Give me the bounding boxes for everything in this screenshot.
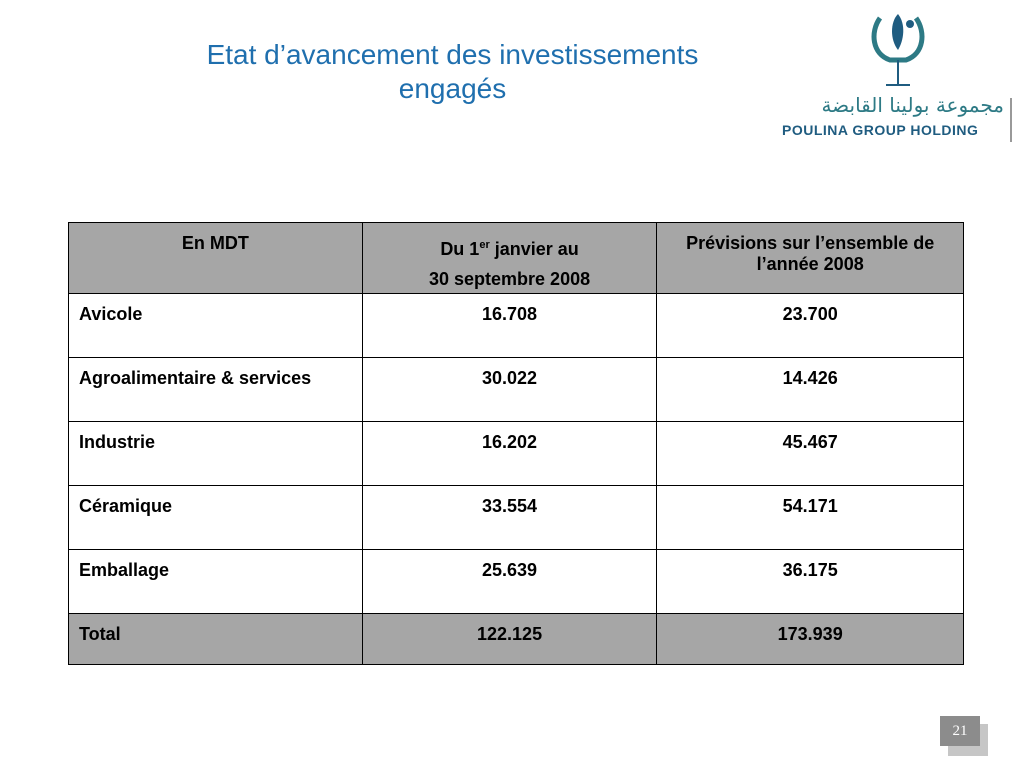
table-row [69,294,964,358]
row-label: Avicole [69,294,363,358]
table-row [69,422,964,486]
investments-table [68,222,964,665]
row-forecast: 23.700 [657,294,964,358]
header-period-prefix: Du 1 [440,239,480,259]
row-label: Industrie [69,422,363,486]
page-number-badge [940,716,978,748]
table-header-row [69,223,964,294]
emblem-icon [868,10,928,90]
total-actual: 122.125 [362,614,657,665]
logo-latin-text: POULINA GROUP HOLDING [782,122,979,138]
row-forecast: 36.175 [657,550,964,614]
logo-divider [1010,98,1012,142]
header-period-sup: er [479,239,490,251]
header-en-mdt-label: En MDT [181,233,249,253]
slide-title-line1: Etat d’avancement des investissements [206,39,699,70]
row-label: Emballage [69,550,363,614]
company-logo [778,10,1014,138]
row-actual: 16.202 [362,422,657,486]
row-forecast: 54.171 [657,486,964,550]
row-forecast: 14.426 [657,358,964,422]
row-actual: 33.554 [362,486,657,550]
row-label: Céramique [69,486,363,550]
header-en-mdt [69,223,363,294]
logo-arabic-text: مجموعة بولينا القابضة [821,93,1004,117]
header-period-suffix: janvier au [489,239,579,259]
slide-title [130,38,775,106]
row-actual: 25.639 [362,550,657,614]
page-number: 21 [940,716,980,746]
row-forecast: 45.467 [657,422,964,486]
table-row [69,550,964,614]
total-label: Total [69,614,363,665]
header-forecast-label: Prévisions sur l’ensemble de l’année 2008 [686,233,935,274]
table-total-row [69,614,964,665]
row-actual: 16.708 [362,294,657,358]
header-period-line2: 30 septembre 2008 [429,269,591,289]
row-actual: 30.022 [362,358,657,422]
header-forecast [657,223,964,294]
table-row [69,358,964,422]
table-row [69,486,964,550]
total-forecast: 173.939 [657,614,964,665]
slide-title-line2: engagés [398,73,507,104]
header-period [362,223,657,294]
header-period-line1 [373,233,647,261]
row-label: Agroalimentaire & services [69,358,363,422]
